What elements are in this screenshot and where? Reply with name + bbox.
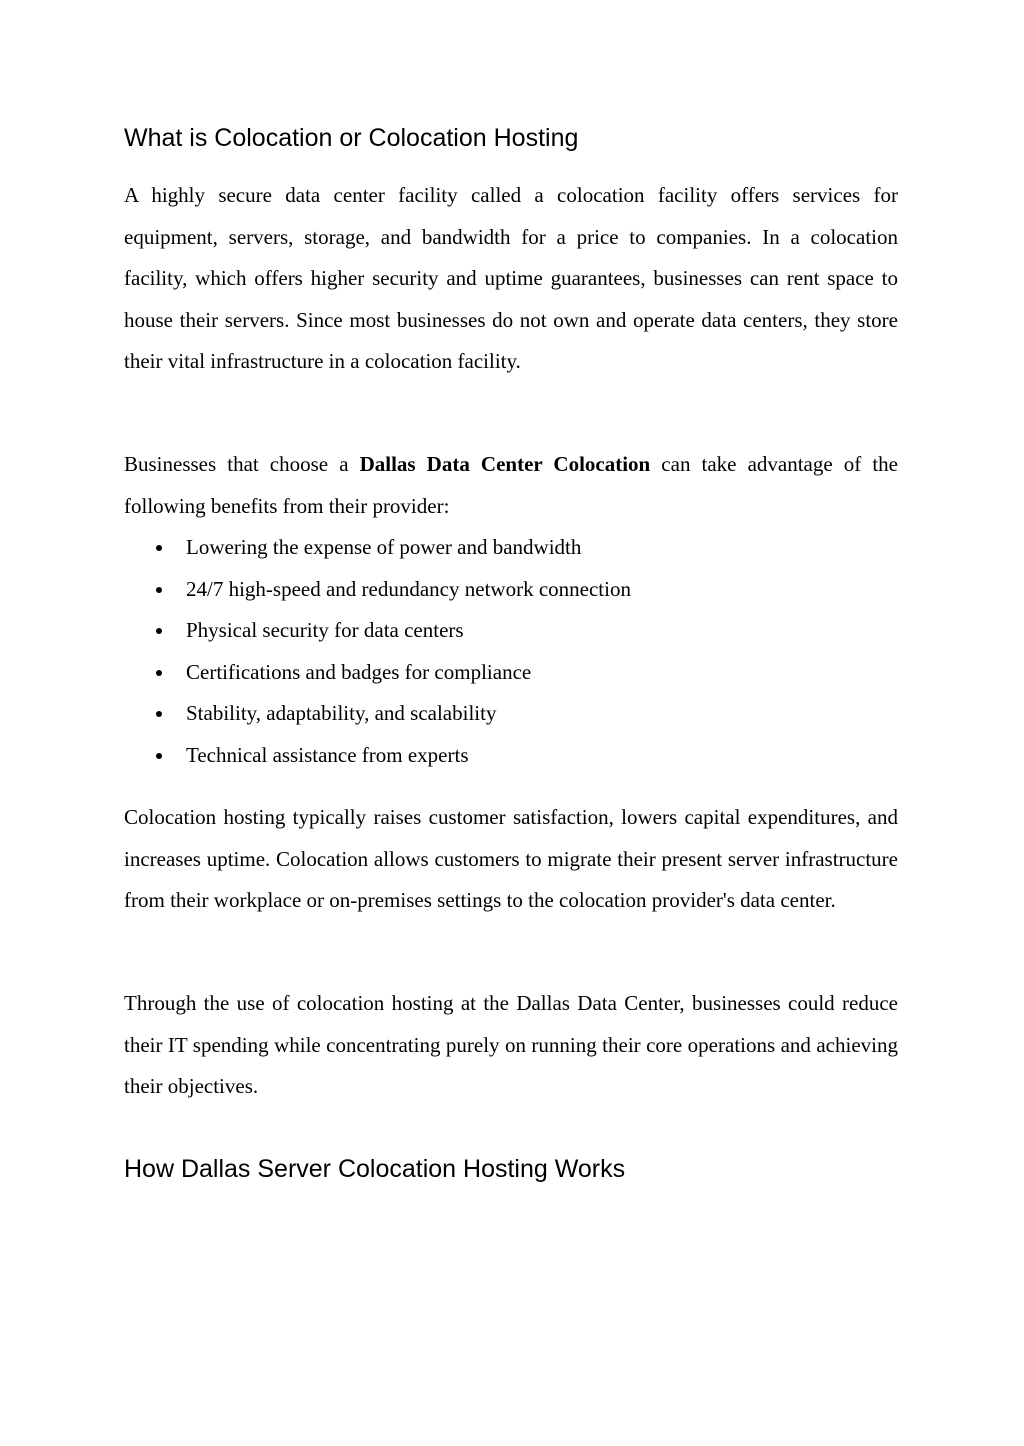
benefits-list bbox=[124, 527, 898, 776]
bullet-icon bbox=[156, 545, 162, 551]
list-item-text: Technical assistance from experts bbox=[186, 742, 469, 767]
list-item bbox=[124, 569, 898, 611]
list-item-text: Lowering the expense of power and bandwidth bbox=[186, 535, 582, 559]
bullet-icon bbox=[156, 753, 162, 759]
paragraph-colocation-definition: A highly secure data center facility called a colocation facility offers services for equipment, servers, storage, and bandwidth for a price to companies. In a colocation facility, which offers higher security and uptime guarantees, businesses can rent space to house their servers. Since most businesses do not own and operate data centers, they store their vital infrastructure in a colocation facility. bbox=[124, 183, 898, 373]
paragraph-dallas-savings: Through the use of colocation hosting at the Dallas Data Center, businesses could reduce their IT spending while concentrating purely on running their core operations and achieving their objectives. bbox=[124, 991, 898, 1098]
section-heading-colocation: What is Colocation or Colocation Hosting bbox=[124, 124, 579, 152]
list-item bbox=[124, 735, 898, 777]
list-item bbox=[124, 610, 898, 652]
bullet-icon bbox=[156, 587, 162, 593]
list-item-text: 24/7 high-speed and redundancy network connection bbox=[186, 576, 631, 601]
bullet-icon bbox=[156, 628, 162, 634]
paragraph-hosting-advantages: Colocation hosting typically raises customer satisfaction, lowers capital expenditures, and increases uptime. Colocation allows customers to migrate their present server infrastructure from their workplace or on-premises settings to the colocation provider's data center. bbox=[124, 805, 898, 912]
list-item bbox=[124, 527, 898, 569]
list-item bbox=[124, 652, 898, 694]
paragraph-benefits-intro bbox=[124, 444, 898, 527]
bullet-icon bbox=[156, 711, 162, 717]
dallas-colocation-emphasis: Dallas Data Center Colocation bbox=[359, 452, 651, 476]
list-item bbox=[124, 693, 898, 735]
list-item-text: Certifications and badges for compliance bbox=[186, 659, 532, 684]
paragraph-benefits-intro-text-end: can take advantage of the following benefits from their provider: bbox=[124, 452, 898, 518]
list-item-text: Physical security for data centers bbox=[186, 618, 464, 642]
bullet-icon bbox=[156, 670, 162, 676]
section-heading-how-it-works: How Dallas Server Colocation Hosting Works bbox=[124, 1155, 626, 1183]
list-item-text: Stability, adaptability, and scalability bbox=[186, 701, 497, 725]
paragraph-benefits-intro-text-start: Businesses that choose a bbox=[124, 452, 360, 476]
